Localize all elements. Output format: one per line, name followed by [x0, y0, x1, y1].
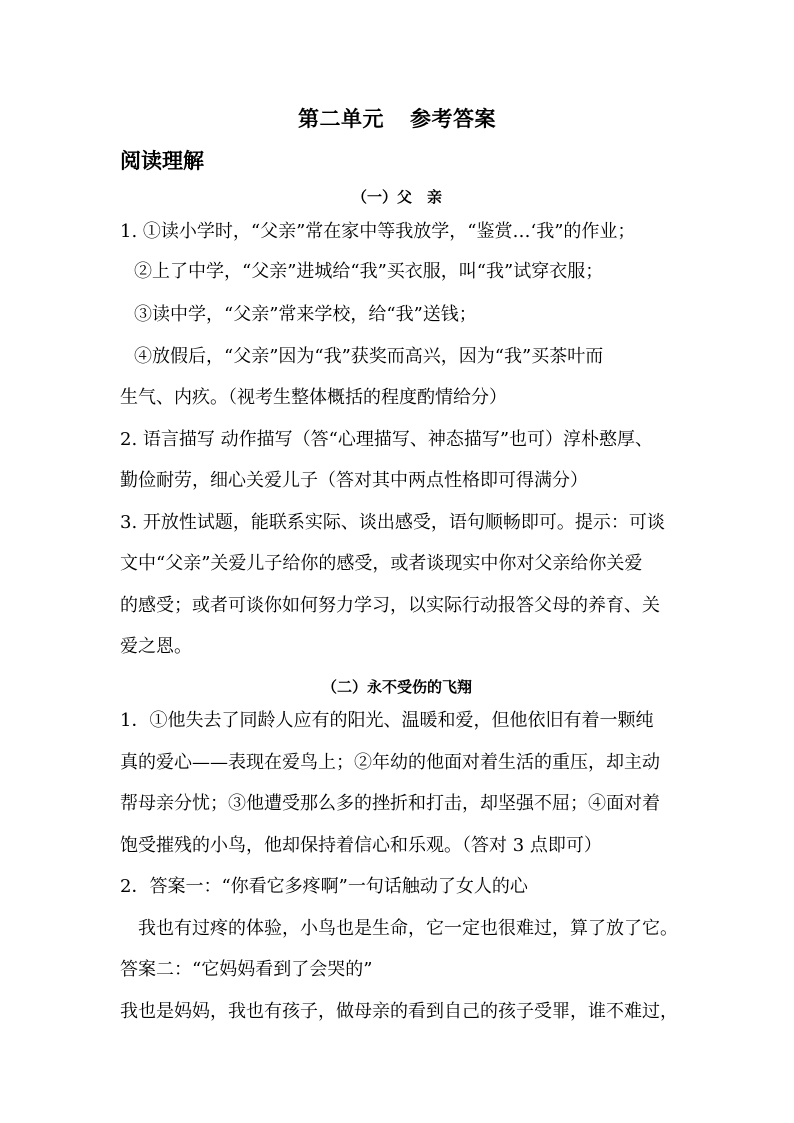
- answer-line: ②上了中学，“父亲”进城给“我”买衣服，叫“我”试穿衣服；: [134, 261, 604, 282]
- section-heading: 阅读理解: [120, 148, 204, 173]
- unit-label: 第二单元: [298, 106, 384, 131]
- answer-line: 1．①他失去了同龄人应有的阳光、温暖和爱，但他依旧有着一颗纯: [120, 710, 654, 731]
- answer-line: 饱受摧残的小鸟，他却保持着信心和乐观。（答对 3 点即可）: [120, 835, 602, 856]
- answer-line: 文中“父亲”关爱儿子给你的感受，或者谈现实中你对父亲给你关爱: [120, 553, 643, 574]
- answer-line: 1. ①读小学时，“父亲”常在家中等我放学，“鉴赏…‘我”的作业；: [120, 221, 636, 242]
- answer-line: 勤俭耐劳，细心关爱儿子（答对其中两点性格即可得满分）: [120, 470, 588, 491]
- answer-line: 生气、内疚。（视考生整体概括的程度酌情给分）: [120, 387, 507, 408]
- part2-title: （二）永不受伤的飞翔: [321, 678, 472, 696]
- answer-line: ③读中学，“父亲”常来学校，给“我”送钱；: [134, 304, 477, 325]
- answer-line: 3. 开放性试题，能联系实际、谈出感受，语句顺畅即可。提示：可谈: [120, 512, 665, 533]
- answer-line: 我也是妈妈，我也有孩子，做母亲的看到自己的孩子受罪，谁不难过，: [120, 1001, 678, 1022]
- answer-line: ④放假后，“父亲”因为“我”获奖而高兴，因为“我”买茶叶而: [134, 346, 604, 367]
- answer-line: 2．答案一：“你看它多疼啊”一句话触动了女人的心: [120, 876, 528, 897]
- answer-line: 2. 语言描写 动作描写（答“心理描写、神态描写”也可）淳朴憨厚、: [120, 429, 654, 450]
- part1-title: （一）父 亲: [351, 188, 442, 206]
- answer-line: 帮母亲分忧；③他遭受那么多的挫折和打击，却坚强不屈；④面对着: [120, 793, 660, 814]
- answer-line: 答案二：“它妈妈看到了会哭的”: [120, 959, 373, 980]
- page-title: [0, 103, 794, 133]
- answer-line: 的感受；或者可谈你如何努力学习，以实际行动报答父母的养育、关: [120, 595, 660, 616]
- answer-line: 我也有过疼的体验，小鸟也是生命，它一定也很难过，算了放了它。: [138, 918, 678, 939]
- answer-label: 参考答案: [410, 106, 496, 131]
- answer-line: 爱之恩。: [120, 636, 192, 657]
- answer-line: 真的爱心——表现在爱鸟上；②年幼的他面对着生活的重压，却主动: [120, 752, 660, 773]
